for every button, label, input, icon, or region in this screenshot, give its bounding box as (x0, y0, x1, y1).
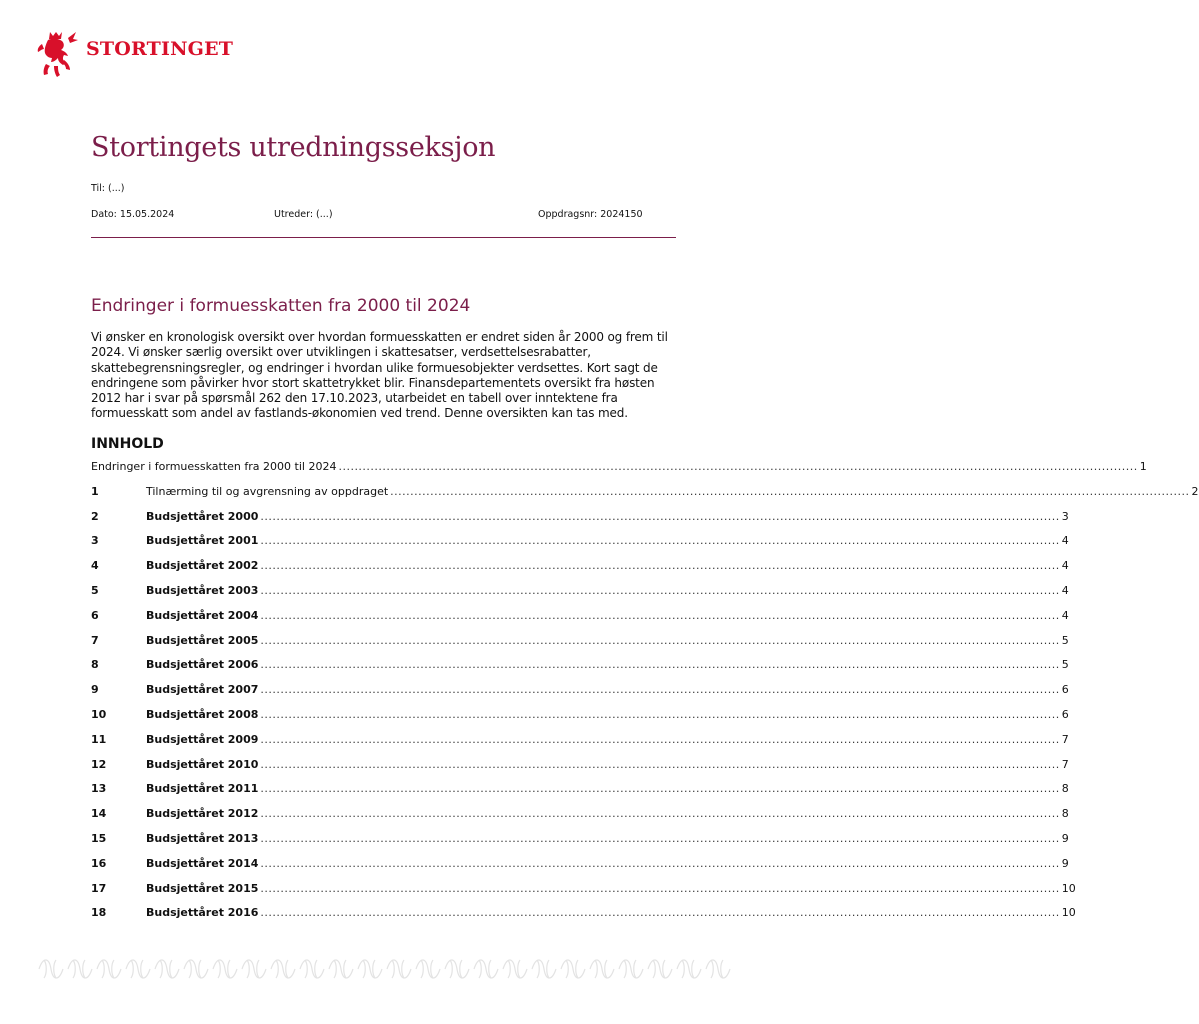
toc-entry[interactable] (91, 509, 1069, 535)
toc-entry-number: 12 (91, 757, 107, 771)
toc-leader-dots: ........................................................................................................................................................................................................ (260, 534, 1060, 548)
toc-entry[interactable] (91, 683, 1069, 708)
toc-entry-number: 18 (91, 906, 107, 920)
toc-entry[interactable] (91, 460, 1147, 485)
toc-entry-page: 9 (1061, 831, 1069, 845)
toc-entry-page: 6 (1061, 683, 1069, 697)
toc-entry-label[interactable]: Budsjettåret 2013 (146, 831, 259, 845)
toc-entry-number: 8 (91, 658, 99, 672)
toc-leader-dots: ........................................................................................................................................................................................................ (260, 583, 1060, 597)
toc-entry-label[interactable]: Budsjettåret 2009 (146, 732, 259, 746)
toc-leader-dots: ........................................................................................................................................................................................................ (390, 484, 1190, 498)
table-of-contents (91, 460, 1199, 931)
stortinget-logo (36, 30, 233, 78)
toc-leader-dots: ........................................................................................................................................................................................................ (260, 633, 1060, 647)
toc-entry[interactable] (91, 633, 1069, 659)
toc-entry-number: 6 (91, 608, 99, 622)
toc-entry-label[interactable]: Budsjettåret 2005 (146, 633, 259, 647)
toc-entry-number: 7 (91, 633, 99, 647)
toc-entry-label[interactable]: Budsjettåret 2002 (146, 559, 259, 573)
page-title: Stortingets utredningsseksjon (91, 132, 496, 163)
toc-entry-number: 9 (91, 683, 99, 697)
header-divider (91, 237, 676, 238)
toc-entry-label[interactable]: Budsjettåret 2003 (146, 583, 259, 597)
toc-leader-dots: ........................................................................................................................................................................................................ (260, 683, 1060, 697)
toc-leader-dots: ........................................................................................................................................................................................................ (260, 906, 1060, 920)
toc-entry[interactable] (91, 757, 1069, 783)
toc-leader-dots: ........................................................................................................................................................................................................ (260, 782, 1060, 796)
toc-entry-label[interactable]: Budsjettåret 2014 (146, 856, 259, 870)
toc-entry[interactable] (91, 707, 1069, 733)
toc-entry-page: 4 (1061, 583, 1069, 597)
toc-entry-label[interactable]: Budsjettåret 2011 (146, 782, 259, 796)
toc-entry-number: 11 (91, 732, 107, 746)
toc-entry-number: 17 (91, 881, 107, 895)
toc-entry[interactable] (91, 782, 1069, 807)
toc-entry-number: 10 (91, 707, 107, 721)
toc-leader-dots: ........................................................................................................................................................................................................ (260, 559, 1060, 573)
toc-entry-page: 1 (1139, 460, 1147, 473)
toc-entry-label[interactable]: Budsjettåret 2006 (146, 658, 259, 672)
researcher-field: Utreder: (...) (274, 209, 333, 220)
toc-entry-label[interactable]: Endringer i formuesskatten fra 2000 til 2024 (91, 460, 337, 473)
toc-heading: INNHOLD (91, 436, 164, 452)
toc-entry-label[interactable]: Budsjettåret 2007 (146, 683, 259, 697)
toc-leader-dots: ........................................................................................................................................................................................................ (260, 831, 1060, 845)
toc-entry[interactable] (91, 559, 1069, 584)
toc-entry-page: 9 (1061, 856, 1069, 870)
toc-leader-dots: ........................................................................................................................................................................................................ (338, 460, 1138, 473)
toc-entry-page: 10 (1061, 906, 1076, 920)
toc-entry-page: 4 (1061, 534, 1069, 548)
toc-entry-page: 4 (1061, 559, 1069, 573)
toc-leader-dots: ........................................................................................................................................................................................................ (260, 856, 1060, 870)
logo-text: STORTINGET (86, 38, 234, 60)
assignment-number-field: Oppdragsnr: 2024150 (538, 209, 643, 220)
toc-leader-dots: ........................................................................................................................................................................................................ (260, 707, 1060, 721)
toc-entry[interactable] (91, 881, 1076, 907)
toc-entry-label[interactable]: Budsjettåret 2008 (146, 707, 259, 721)
toc-entry-label[interactable]: Budsjettåret 2001 (146, 534, 259, 548)
toc-entry-number: 2 (91, 509, 99, 523)
toc-entry-page: 6 (1061, 707, 1069, 721)
intro-paragraph: Vi ønsker en kronologisk oversikt over hvordan formuesskatten er endret siden år 2000 og frem til 2024. Vi ønsker særlig oversikt over utviklingen i skattesatser, verdsettelsesrabatter, skattebegrensningsregler, og endringer i hvordan ulike formuesobjekter verdsettes. Kort sagt de endringene som påvirker hvor stort skattetrykket blir. Finansdepartementets oversikt fra høsten 2012 har i svar på spørsmål 262 den 17.10.2023, utarbeidet en tabell over inntektene fra formuesskatt som andel av fastlands-økonomien ved trend. Denne oversikten kan tas med. (91, 330, 668, 421)
toc-entry[interactable] (91, 484, 1199, 510)
toc-leader-dots: ........................................................................................................................................................................................................ (260, 658, 1060, 672)
toc-leader-dots: ........................................................................................................................................................................................................ (260, 757, 1060, 771)
toc-entry-label[interactable]: Tilnærming til og avgrensning av oppdraget (146, 484, 389, 498)
toc-entry-page: 8 (1061, 807, 1069, 821)
toc-leader-dots: ........................................................................................................................................................................................................ (260, 608, 1060, 622)
toc-entry[interactable] (91, 534, 1069, 559)
toc-leader-dots: ........................................................................................................................................................................................................ (260, 509, 1060, 523)
toc-entry-page: 8 (1061, 782, 1069, 796)
recipient-field: Til: (...) (91, 183, 125, 194)
footer-ornament (36, 954, 732, 984)
toc-entry[interactable] (91, 583, 1069, 609)
toc-entry-number: 15 (91, 831, 107, 845)
toc-entry-page: 7 (1061, 757, 1069, 771)
date-field: Dato: 15.05.2024 (91, 209, 175, 220)
toc-entry-number: 3 (91, 534, 99, 548)
toc-entry-page: 4 (1061, 608, 1069, 622)
toc-entry[interactable] (91, 608, 1069, 634)
norwegian-lion-icon (36, 30, 80, 78)
toc-entry-number: 16 (91, 856, 107, 870)
toc-entry-page: 2 (1191, 484, 1199, 498)
toc-entry[interactable] (91, 856, 1069, 882)
section-title: Endringer i formuesskatten fra 2000 til 2024 (91, 296, 471, 316)
toc-entry[interactable] (91, 658, 1069, 683)
toc-leader-dots: ........................................................................................................................................................................................................ (260, 732, 1060, 746)
toc-entry[interactable] (91, 906, 1076, 931)
toc-entry-page: 10 (1061, 881, 1076, 895)
toc-entry-number: 13 (91, 782, 107, 796)
toc-leader-dots: ........................................................................................................................................................................................................ (260, 807, 1060, 821)
toc-entry-label[interactable]: Budsjettåret 2010 (146, 757, 259, 771)
toc-entry-page: 3 (1061, 509, 1069, 523)
toc-entry-number: 14 (91, 807, 107, 821)
toc-entry-page: 7 (1061, 732, 1069, 746)
toc-entry-page: 5 (1061, 633, 1069, 647)
toc-entry-label[interactable]: Budsjettåret 2004 (146, 608, 259, 622)
toc-entry-label[interactable]: Budsjettåret 2016 (146, 906, 259, 920)
toc-entry-number: 5 (91, 583, 99, 597)
toc-entry-label[interactable]: Budsjettåret 2015 (146, 881, 259, 895)
toc-leader-dots: ........................................................................................................................................................................................................ (260, 881, 1060, 895)
toc-entry-number: 4 (91, 559, 99, 573)
toc-entry-page: 5 (1061, 658, 1069, 672)
toc-entry-label[interactable]: Budsjettåret 2000 (146, 509, 259, 523)
toc-entry[interactable] (91, 807, 1069, 832)
toc-entry[interactable] (91, 732, 1069, 758)
toc-entry-label[interactable]: Budsjettåret 2012 (146, 807, 259, 821)
toc-entry-number: 1 (91, 484, 99, 498)
meta-row (91, 209, 676, 223)
toc-entry[interactable] (91, 831, 1069, 857)
